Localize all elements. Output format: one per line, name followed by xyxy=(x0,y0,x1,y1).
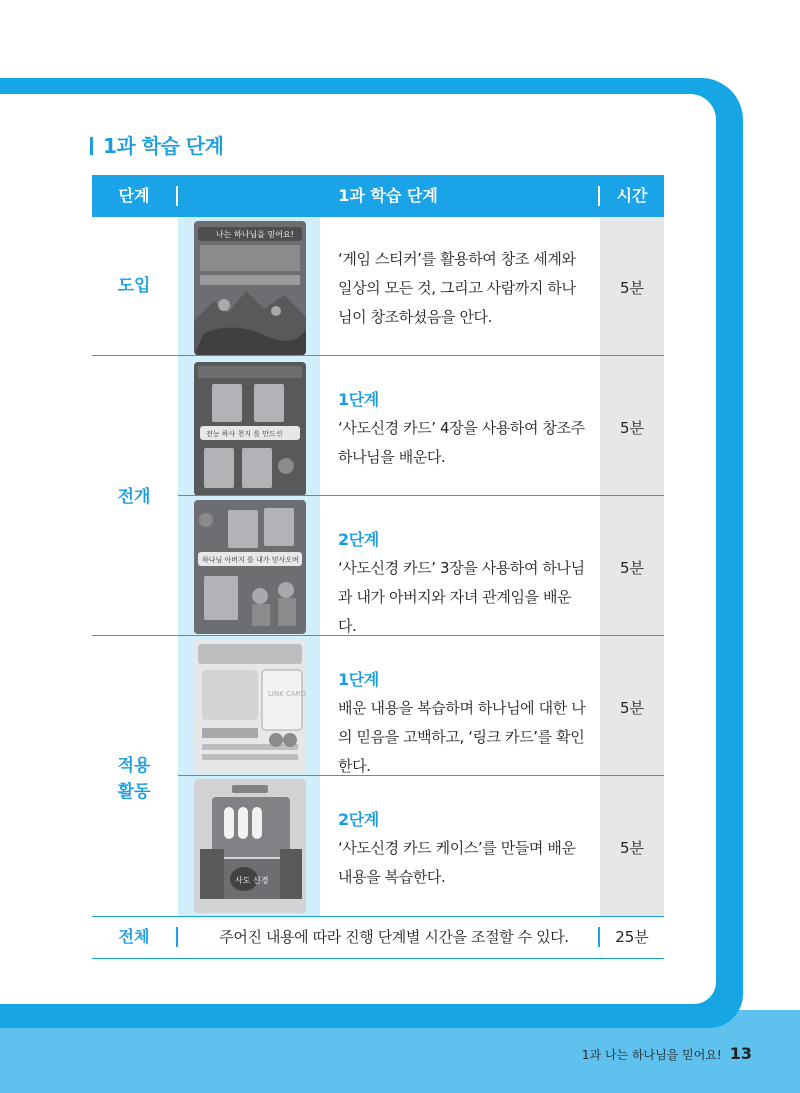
footer-chapter: 1과 나는 하나님을 믿어요! xyxy=(581,1048,722,1062)
stage-development: 전개 xyxy=(117,487,151,507)
page-number: 13 xyxy=(729,1044,752,1063)
total-row xyxy=(92,916,664,958)
time-row-3: 5분 xyxy=(619,559,645,577)
total-label: 전체 xyxy=(118,927,150,946)
desc-text: ‘사도신경 카드 케이스’를 만들며 배운 내용을 복습한다. xyxy=(338,839,576,886)
link-card-label: LINK CARD xyxy=(268,690,306,698)
case-thumbnail xyxy=(194,779,306,913)
section-title-text: 1과 학습 단계 xyxy=(103,134,224,158)
desc-row-5 xyxy=(338,805,588,892)
header-stage: 단계 xyxy=(118,186,150,205)
desc-row-3 xyxy=(338,525,588,641)
step-label: 2단계 xyxy=(338,530,379,549)
stage-intro: 도입 xyxy=(117,276,151,296)
total-separator xyxy=(176,927,178,947)
desc-text: ‘사도신경 카드’ 3장을 사용하여 하나님과 내가 아버지와 자녀 관계임을 배운다. xyxy=(338,559,585,635)
card-thumbnail-2 xyxy=(194,500,306,634)
review-thumbnail xyxy=(194,640,306,774)
case-label: 사도 신경 xyxy=(235,876,269,885)
time-row-2: 5분 xyxy=(619,419,645,437)
step-label: 1단계 xyxy=(338,390,379,409)
desc-text: 배운 내용을 복습하며 하나님에 대한 나의 믿음을 고백하고, ‘링크 카드’를 확인한다. xyxy=(338,699,586,775)
card-banner-1: 전능 하사 천지 를 만드신 xyxy=(206,430,283,438)
desc-row-4 xyxy=(338,665,588,781)
intro-thumbnail-title: 나는 하나님을 믿어요! xyxy=(216,230,294,239)
time-row-1: 5분 xyxy=(619,279,645,297)
row-divider xyxy=(92,958,664,959)
desc-text: ‘사도신경 카드’ 4장을 사용하여 창조주 하나님을 배운다. xyxy=(338,419,585,466)
total-time: 25분 xyxy=(615,928,649,946)
step-label: 2단계 xyxy=(338,810,379,829)
row-divider xyxy=(178,495,664,496)
stage-application-text: 적용 활동 xyxy=(117,756,151,802)
table-header xyxy=(92,175,664,217)
time-row-4: 5분 xyxy=(619,699,645,717)
header-steps: 1과 학습 단계 xyxy=(338,186,438,205)
card-banner-2: 하나님 아버지 를 내가 믿사오며 xyxy=(202,556,299,564)
total-desc: 주어진 내용에 따라 진행 단계별 시간을 조절할 수 있다. xyxy=(219,928,569,946)
row-divider xyxy=(92,355,664,356)
header-time: 시간 xyxy=(616,186,648,205)
desc-row-2 xyxy=(338,385,588,472)
stage-application xyxy=(92,753,176,805)
intro-thumbnail xyxy=(194,221,306,355)
time-row-5: 5분 xyxy=(619,839,645,857)
section-title xyxy=(90,130,223,159)
desc-row-1: ‘게임 스티커’를 활용하여 창조 세계와 일상의 모든 것, 그리고 사람까지 하나님이 창조하셨음을 안다. xyxy=(338,250,576,326)
page-footer xyxy=(582,1044,752,1063)
step-label: 1단계 xyxy=(338,670,379,689)
card-thumbnail-1 xyxy=(194,362,306,496)
